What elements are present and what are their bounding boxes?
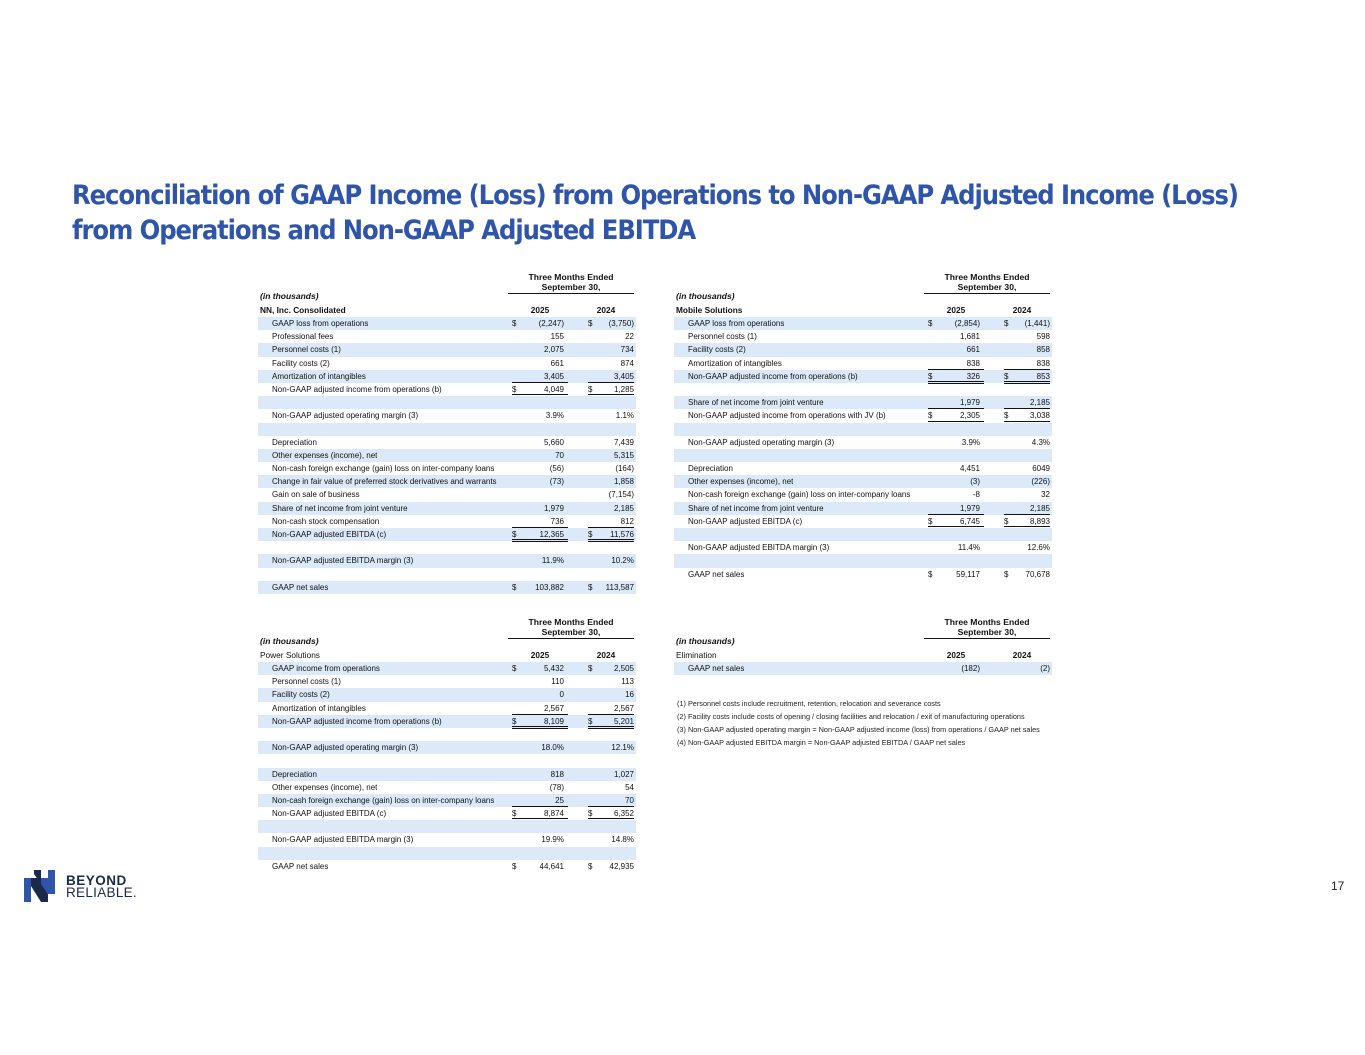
value-2024: (164) (615, 464, 634, 474)
value-2025: 44,641 (539, 861, 564, 871)
row-label: Facility costs (2) (688, 345, 746, 355)
value-2024: (7,154) (608, 490, 634, 500)
table-row (674, 436, 1052, 449)
page-title (72, 178, 1238, 248)
currency-sign: $ (588, 384, 593, 394)
year-2025-header: 2025 (928, 304, 984, 318)
value-2024: 6,352 (613, 809, 634, 819)
period-header (924, 272, 1050, 294)
period-line1: Three Months Ended (528, 272, 614, 282)
table-row (258, 820, 636, 833)
value-2025: 2,567 (543, 703, 564, 713)
row-label: Professional fees (272, 332, 334, 342)
currency-sign: $ (512, 664, 517, 673)
value-2024: 598 (1036, 332, 1050, 342)
value-2025: (78) (549, 782, 564, 792)
value-2025: (73) (549, 477, 564, 487)
row-label: Depreciation (688, 464, 733, 474)
value-2025: 155 (550, 332, 564, 342)
table-row (674, 541, 1052, 554)
row-label: Non-GAAP adjusted income from operations (b) (272, 384, 442, 394)
row-label: Share of net income from joint venture (688, 398, 824, 408)
value-2025: 5,660 (543, 437, 564, 447)
table-row (258, 847, 636, 860)
units-label: (in thousands) (260, 291, 319, 301)
table-row (258, 396, 636, 409)
value-2025: 661 (550, 358, 564, 368)
value-2024: 5,315 (613, 450, 634, 460)
table-row (258, 541, 636, 554)
value-2024: 70,678 (1025, 569, 1050, 579)
row-label: Change in fair value of preferred stock derivatives and warrants (272, 477, 497, 487)
currency-sign: $ (512, 530, 517, 539)
period-line1: Three Months Ended (528, 617, 614, 627)
table-row (258, 423, 636, 436)
table-row (258, 581, 636, 594)
segment-header (674, 649, 1052, 662)
table-row (674, 475, 1052, 488)
currency-sign: $ (588, 809, 593, 819)
value-2025: 3,405 (543, 371, 564, 381)
value-2025: 1,979 (543, 503, 564, 513)
value-2024: 734 (620, 345, 634, 355)
currency-sign: $ (588, 582, 593, 592)
table-consolidated (258, 270, 636, 594)
value-2024: 8,893 (1029, 516, 1050, 526)
segment-label: NN, Inc. Consolidated (260, 305, 346, 315)
table-row (258, 715, 636, 728)
row-label: Amortization of intangibles (272, 703, 366, 713)
table-row (674, 528, 1052, 541)
value-2025: 3.9% (545, 411, 564, 421)
value-2024: 853 (1036, 371, 1050, 381)
period-line2: September 30, (957, 627, 1017, 637)
row-label: Non-GAAP adjusted operating margin (3) (688, 437, 835, 447)
row-label: Non-GAAP adjusted income from operations (b) (272, 716, 442, 726)
currency-sign: $ (1004, 411, 1009, 421)
row-label: Facility costs (2) (272, 690, 330, 700)
table-row (674, 462, 1052, 475)
year-2024-header: 2024 (994, 649, 1050, 663)
value-2024: 22 (625, 332, 634, 342)
table-row (258, 741, 636, 754)
year-2024-header: 2024 (578, 649, 634, 663)
table-row (674, 502, 1052, 515)
value-2025: (2,247) (538, 319, 564, 328)
period-header (924, 617, 1050, 639)
value-2024: 4.3% (1031, 437, 1050, 447)
row-label: Depreciation (272, 437, 317, 447)
currency-sign: $ (588, 319, 593, 328)
currency-sign: $ (512, 809, 517, 819)
footnote-1: (1) Personnel costs include recruitment, retention, relocation and severance costs (677, 699, 941, 708)
row-label: GAAP net sales (688, 569, 745, 579)
page-title-line1: Reconciliation of GAAP Income (Loss) from Operations to Non-GAAP Adjusted Income (Loss) (72, 180, 1238, 211)
value-2025: 4,049 (543, 384, 564, 394)
table-row (674, 423, 1052, 436)
value-2024: 1,027 (613, 769, 634, 779)
value-2024: 838 (1036, 358, 1050, 368)
table-header (674, 615, 1052, 649)
value-2025: 326 (966, 371, 980, 381)
row-label: Amortization of intangibles (688, 358, 782, 368)
table-header (258, 615, 636, 649)
table-header (674, 270, 1052, 304)
table-header (258, 270, 636, 304)
value-2025: (182) (961, 664, 980, 673)
table-row (258, 688, 636, 701)
row-label: Gain on sale of business (272, 490, 360, 500)
table-row (258, 343, 636, 356)
footnote-3: (3) Non-GAAP adjusted operating margin = Non-GAAP adjusted income (loss) from operations / GAAP net sales (677, 725, 1040, 734)
period-line2: September 30, (957, 282, 1017, 292)
currency-sign: $ (1004, 371, 1009, 381)
segment-label: Elimination (676, 650, 717, 660)
value-2024: 2,505 (613, 664, 634, 673)
value-2024: (1,441) (1024, 319, 1050, 328)
row-label: Other expenses (income), net (272, 782, 378, 792)
currency-sign: $ (1004, 516, 1009, 526)
table-row (258, 409, 636, 422)
row-label: GAAP net sales (688, 664, 745, 673)
value-2024: (226) (1031, 477, 1050, 487)
value-2025: (3) (970, 477, 980, 487)
value-2025: 1,681 (959, 332, 980, 342)
table-row (258, 475, 636, 488)
row-label: Non-GAAP adjusted EBITDA margin (3) (272, 835, 414, 845)
table-row (258, 675, 636, 688)
table-row (674, 488, 1052, 501)
period-line1: Three Months Ended (944, 272, 1030, 282)
value-2025: 11.9% (541, 556, 564, 566)
row-label: Other expenses (income), net (272, 450, 378, 460)
period-line2: September 30, (541, 282, 601, 292)
table-row (258, 794, 636, 807)
value-2024: 113,587 (605, 582, 634, 592)
table-row (674, 357, 1052, 370)
row-label: Non-cash stock compensation (272, 516, 380, 526)
value-2025: 1,979 (959, 503, 980, 513)
value-2025: 8,874 (543, 809, 564, 819)
value-2024: 12.6% (1027, 543, 1050, 553)
table-row (258, 754, 636, 767)
footnote-4: (4) Non-GAAP adjusted EBITDA margin = Non-GAAP adjusted EBITDA / GAAP net sales (677, 738, 966, 747)
page-number: 17 (1331, 879, 1345, 893)
row-label: Non-GAAP adjusted operating margin (3) (272, 411, 419, 421)
units-label: (in thousands) (676, 291, 735, 301)
row-label: Personnel costs (1) (688, 332, 757, 342)
row-label: Share of net income from joint venture (688, 503, 824, 513)
value-2025: 25 (555, 795, 564, 805)
value-2025: 18.0% (541, 743, 564, 753)
value-2024: 16 (625, 690, 634, 700)
row-label: Non-cash foreign exchange (gain) loss on inter-company loans (688, 490, 911, 500)
value-2024: 42,935 (609, 861, 634, 871)
row-label: Personnel costs (1) (272, 677, 341, 687)
value-2025: 70 (555, 450, 564, 460)
currency-sign: $ (588, 664, 593, 673)
year-2025-header: 2025 (512, 304, 568, 318)
value-2025: 19.9% (541, 835, 564, 845)
table-row (258, 781, 636, 794)
row-label: Personnel costs (1) (272, 345, 341, 355)
row-label: Depreciation (272, 769, 317, 779)
segment-header (674, 304, 1052, 317)
value-2024: 3,405 (613, 371, 634, 381)
table-row (674, 554, 1052, 567)
value-2024: 2,185 (613, 503, 634, 513)
value-2025: 736 (550, 516, 564, 526)
table-row (258, 436, 636, 449)
value-2025: 2,305 (959, 411, 980, 421)
table-row (674, 662, 1052, 675)
value-2025: -8 (972, 490, 980, 500)
value-2025: 2,075 (543, 345, 564, 355)
table-row (258, 807, 636, 820)
value-2024: 14.8% (611, 835, 634, 845)
year-2025-header: 2025 (928, 649, 984, 663)
currency-sign: $ (588, 861, 593, 871)
table-row (258, 330, 636, 343)
value-2025: (2,854) (954, 319, 980, 328)
value-2024: (2) (1040, 664, 1050, 673)
value-2024: 1,858 (613, 477, 634, 487)
value-2025: 59,117 (956, 569, 980, 579)
currency-sign: $ (588, 716, 593, 726)
row-label: Facility costs (2) (272, 358, 330, 368)
table-row (258, 768, 636, 781)
logo-word-beyond: BEYOND (66, 873, 127, 888)
value-2024: 12.1% (611, 743, 634, 753)
table-row (258, 462, 636, 475)
table-row (258, 488, 636, 501)
row-label: Non-GAAP adjusted income from operations with JV (b) (688, 411, 886, 421)
currency-sign: $ (928, 371, 933, 381)
row-label: Non-GAAP adjusted EBITDA margin (3) (688, 543, 830, 553)
row-label: Non-GAAP adjusted EBITDA (c) (272, 530, 387, 539)
period-header (508, 272, 634, 294)
currency-sign: $ (512, 716, 517, 726)
value-2024: 874 (620, 358, 634, 368)
footnotes (677, 697, 1049, 749)
value-2025: 5,432 (543, 664, 564, 673)
value-2024: (3,750) (608, 319, 634, 328)
row-label: Other expenses (income), net (688, 477, 794, 487)
value-2025: 0 (559, 690, 564, 700)
value-2024: 3,038 (1029, 411, 1050, 421)
segment-label: Mobile Solutions (676, 305, 743, 315)
row-label: GAAP loss from operations (688, 319, 785, 328)
value-2024: 5,201 (613, 716, 634, 726)
currency-sign: $ (928, 516, 933, 526)
currency-sign: $ (928, 411, 933, 421)
footnote-2: (2) Facility costs include costs of opening / closing facilities and relocation / exit of manufacturing operations (677, 712, 1025, 721)
row-label: Non-GAAP adjusted EBITDA (c) (688, 516, 803, 526)
row-label: Non-GAAP adjusted income from operations (b) (688, 371, 858, 381)
table-row (258, 833, 636, 846)
value-2024: 54 (625, 782, 634, 792)
value-2025: 661 (966, 345, 980, 355)
row-label: Non-cash foreign exchange (gain) loss on inter-company loans (272, 795, 495, 805)
table-row (674, 383, 1052, 396)
table-row (674, 515, 1052, 528)
currency-sign: $ (1004, 319, 1009, 328)
row-label: GAAP net sales (272, 582, 329, 592)
table-row (674, 370, 1052, 383)
value-2025: 838 (966, 358, 980, 368)
table-row (674, 330, 1052, 343)
year-2024-header: 2024 (578, 304, 634, 318)
value-2025: 11.4% (957, 543, 980, 553)
value-2024: 2,567 (613, 703, 634, 713)
segment-label: Power Solutions (260, 650, 320, 660)
table-mobile-solutions (674, 270, 1052, 581)
page-title-line2: from Operations and Non-GAAP Adjusted EBITDA (72, 215, 696, 246)
table-row (258, 662, 636, 675)
currency-sign: $ (512, 582, 517, 592)
currency-sign: $ (512, 861, 517, 871)
logo-word-reliable: RELIABLE. (66, 885, 137, 900)
row-label: GAAP income from operations (272, 664, 380, 673)
row-label: Amortization of intangibles (272, 371, 366, 381)
value-2024: 1,285 (613, 384, 634, 394)
value-2025: 4,451 (959, 464, 980, 474)
currency-sign: $ (1004, 569, 1009, 579)
table-row (258, 528, 636, 541)
value-2024: 6049 (1032, 464, 1050, 474)
value-2024: 2,185 (1029, 503, 1050, 513)
segment-header (258, 304, 636, 317)
value-2024: 858 (1036, 345, 1050, 355)
value-2025: 3.9% (961, 437, 980, 447)
table-row (258, 383, 636, 396)
period-line1: Three Months Ended (944, 617, 1030, 627)
table-row (258, 317, 636, 330)
table-row (674, 449, 1052, 462)
value-2025: 6,745 (959, 516, 980, 526)
currency-sign: $ (588, 530, 593, 539)
value-2024: 32 (1041, 490, 1050, 500)
table-row (258, 702, 636, 715)
value-2024: 812 (620, 516, 634, 526)
value-2024: 70 (625, 795, 634, 805)
value-2025: 103,882 (535, 582, 564, 592)
row-label: Non-cash foreign exchange (gain) loss on inter-company loans (272, 464, 495, 474)
units-label: (in thousands) (260, 636, 319, 646)
row-label: GAAP loss from operations (272, 319, 369, 328)
value-2024: 11,576 (610, 530, 634, 539)
row-label: Non-GAAP adjusted operating margin (3) (272, 743, 419, 753)
value-2025: 110 (551, 677, 564, 687)
segment-header (258, 649, 636, 662)
table-row (674, 317, 1052, 330)
table-elimination (674, 615, 1052, 675)
company-logo (24, 870, 164, 902)
value-2025: (56) (549, 464, 564, 474)
year-2024-header: 2024 (994, 304, 1050, 318)
row-label: Non-GAAP adjusted EBITDA (c) (272, 809, 387, 819)
value-2024: 1.1% (615, 411, 634, 421)
value-2025: 1,979 (959, 398, 980, 408)
nn-logo-icon (24, 870, 62, 902)
period-header (508, 617, 634, 639)
year-2025-header: 2025 (512, 649, 568, 663)
table-row (258, 370, 636, 383)
currency-sign: $ (928, 569, 933, 579)
table-row (674, 409, 1052, 422)
currency-sign: $ (512, 319, 517, 328)
table-row (258, 554, 636, 567)
table-row (674, 568, 1052, 581)
value-2025: 8,109 (543, 716, 564, 726)
currency-sign: $ (512, 384, 517, 394)
table-row (674, 396, 1052, 409)
table-row (258, 449, 636, 462)
period-line2: September 30, (541, 627, 601, 637)
table-row (258, 357, 636, 370)
table-row (258, 568, 636, 581)
table-row (258, 515, 636, 528)
value-2024: 2,185 (1029, 398, 1050, 408)
row-label: Non-GAAP adjusted EBITDA margin (3) (272, 556, 414, 566)
value-2024: 10.2% (611, 556, 634, 566)
units-label: (in thousands) (676, 636, 735, 646)
table-row (258, 728, 636, 741)
value-2025: 818 (550, 769, 564, 779)
table-row (258, 860, 636, 873)
value-2024: 113 (621, 677, 634, 687)
value-2024: 7,439 (613, 437, 634, 447)
currency-sign: $ (928, 319, 933, 328)
value-2025: 12,365 (539, 530, 564, 539)
row-label: Share of net income from joint venture (272, 503, 408, 513)
table-power-solutions (258, 615, 636, 873)
table-row (258, 502, 636, 515)
row-label: GAAP net sales (272, 861, 329, 871)
table-row (674, 343, 1052, 356)
